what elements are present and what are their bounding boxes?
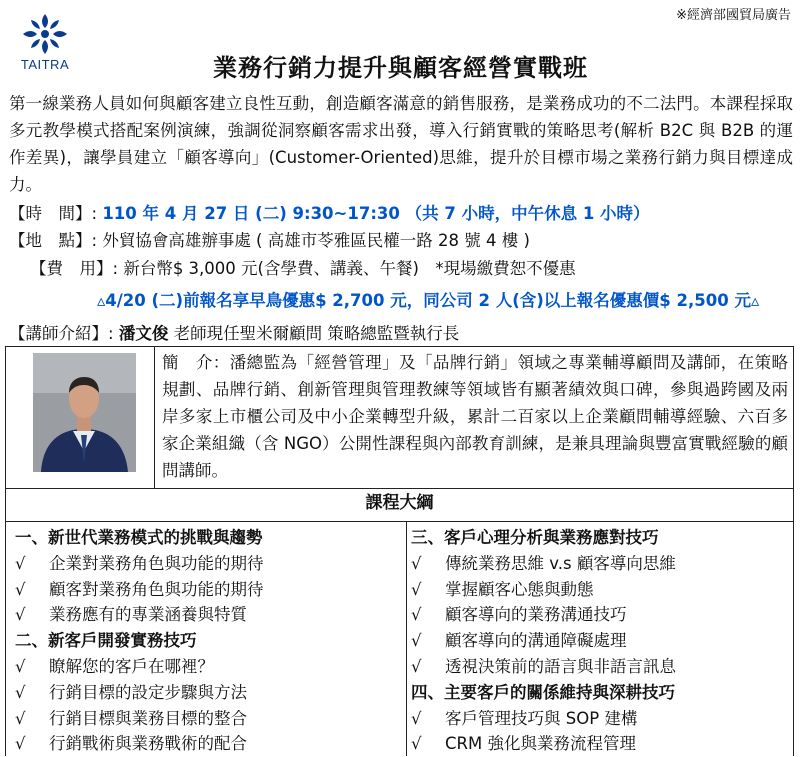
outline-heading: 課程大綱 (5, 488, 794, 522)
checkmark-icon: √ (411, 605, 422, 625)
outline-item-text: 業務應有的專業涵養與特質 (49, 605, 247, 625)
checkmark-icon: √ (15, 553, 26, 573)
ad-notice: ※經濟部國貿局廣告 (676, 8, 791, 23)
photo-cell (6, 347, 155, 488)
checkmark-icon: √ (15, 682, 26, 702)
fee-label: 【費 用】: (30, 259, 119, 278)
lecturer-bio: 簡 介：潘總監為「經營管理」及「品牌行銷」領域之專業輔導顧問及講師，在策略規劃、品牌行銷、創新管理與管理教練等領域皆有顯著績效與口碑，參與過跨國及兩岸多家上市櫃公司及中小企業轉型升級，累計二百家以上企業顧問輔導經驗、六百多家企業組織（含 NGO）公開性課程與內部教育訓練，是兼具理論與豐富實戰經驗的顧問講師。 (162, 353, 788, 480)
outline-item (15, 602, 264, 628)
outline-item (15, 577, 264, 603)
checkmark-icon: √ (411, 631, 422, 651)
outline-item (411, 628, 676, 654)
checkmark-icon: √ (15, 579, 26, 599)
time-value: 110 年 4 月 27 日 (二) 9:30~17:30 （共 7 小時，中午休息 1 小時） (102, 204, 650, 223)
outline-item (15, 654, 264, 680)
outline-item-text: 透視決策前的語言與非語言訊息 (445, 656, 676, 676)
outline-item-text: 顧客導向的業務溝通技巧 (445, 605, 627, 625)
outline-item (411, 577, 676, 603)
page-title: 業務行銷力提升與顧客經營實戰班 (213, 54, 588, 82)
outline-item-text: 顧客對業務角色與功能的期待 (49, 579, 264, 599)
checkmark-icon: √ (411, 708, 422, 728)
time-label: 【時 間】: (9, 204, 98, 223)
outline-item (411, 731, 676, 757)
outline-section-heading: 三、客戶心理分析與業務應對技巧 (411, 528, 659, 547)
info-fee (30, 255, 576, 279)
outline-item (411, 706, 676, 732)
course-intro: 第一線業務人員如何與顧客建立良性互動，創造顧客滿意的銷售服務，是業務成功的不二法門。本課程採取多元教學模式搭配案例演練，強調從洞察顧客需求出發，導入行銷實戰的策略思考(解析 B2C 與 B2B 的運作差異)，讓學員建立「顧客導向」(Customer-Oriented)思維，提升於目標市場之業務行銷力與目標達成力。 (9, 94, 793, 194)
outline-item (15, 680, 264, 706)
lecturer-title: 老師現任聖米爾顧問 策略總監暨執行長 (173, 324, 460, 343)
lecturer-intro (9, 320, 459, 344)
checkmark-icon: √ (411, 579, 422, 599)
outline-item-text: 瞭解您的客戶在哪裡？ (49, 656, 214, 676)
outline-section-heading: 一、新世代業務模式的挑戰與趨勢 (15, 528, 263, 547)
lecturer-name: 潘文俊 (118, 324, 169, 343)
early-bird-offer: ▵4/20 (二)前報名享早鳥優惠$ 2,700 元，同公司 2 人(含)以上報名優惠價$ 2,500 元▵ (97, 291, 760, 310)
info-time (9, 200, 650, 224)
outline-item (411, 551, 676, 577)
checkmark-icon: √ (15, 656, 26, 676)
checkmark-icon: √ (411, 553, 422, 573)
outline-item-text: 行銷目標與業務目標的整合 (49, 708, 247, 728)
checkmark-icon: √ (411, 656, 422, 676)
outline-table (5, 521, 794, 756)
place-value: 外貿協會高雄辦事處 ( 高雄市苓雅區民權一路 28 號 4 樓 ) (102, 231, 530, 250)
lecturer-photo (33, 353, 136, 472)
outline-section-heading: 二、新客戶開發實務技巧 (15, 631, 197, 651)
outline-item (411, 602, 676, 628)
outline-item (15, 551, 264, 577)
outline-section-heading: 四、主要客戶的關係維持與深耕技巧 (411, 682, 675, 702)
outline-item-text: 行銷戰術與業務戰術的配合 (49, 734, 247, 754)
outline-item (15, 706, 264, 732)
place-label: 【地 點】: (9, 231, 98, 250)
fee-value: 新台幣$ 3,000 元(含學費、講義、午餐) *現場繳費恕不優惠 (123, 259, 576, 278)
checkmark-icon: √ (411, 734, 422, 754)
outline-item-text: 行銷目標的設定步驟與方法 (49, 682, 247, 702)
checkmark-icon: √ (15, 605, 26, 625)
outline-item (411, 654, 676, 680)
column-divider (406, 521, 407, 756)
outline-left-column (15, 525, 264, 757)
outline-item-text: 掌握顧客心態與動態 (445, 579, 594, 599)
outline-right-column (411, 525, 676, 757)
outline-item-text: CRM 強化與業務流程管理 (445, 734, 636, 754)
outline-item-text: 顧客導向的溝通障礙處理 (445, 631, 627, 651)
outline-item-text: 傳統業務思維 v.s 顧客導向思維 (445, 553, 676, 573)
outline-item-text: 客戶管理技巧與 SOP 建構 (445, 708, 638, 728)
outline-item (15, 731, 264, 757)
checkmark-icon: √ (15, 734, 26, 754)
lecturer-box (5, 346, 794, 489)
outline-item-text: 企業對業務角色與功能的期待 (49, 553, 264, 573)
info-place (9, 227, 530, 251)
checkmark-icon: √ (15, 708, 26, 728)
lecturer-label: 【講師介紹】: (9, 324, 114, 343)
logo-text: TAITRA (20, 57, 70, 72)
